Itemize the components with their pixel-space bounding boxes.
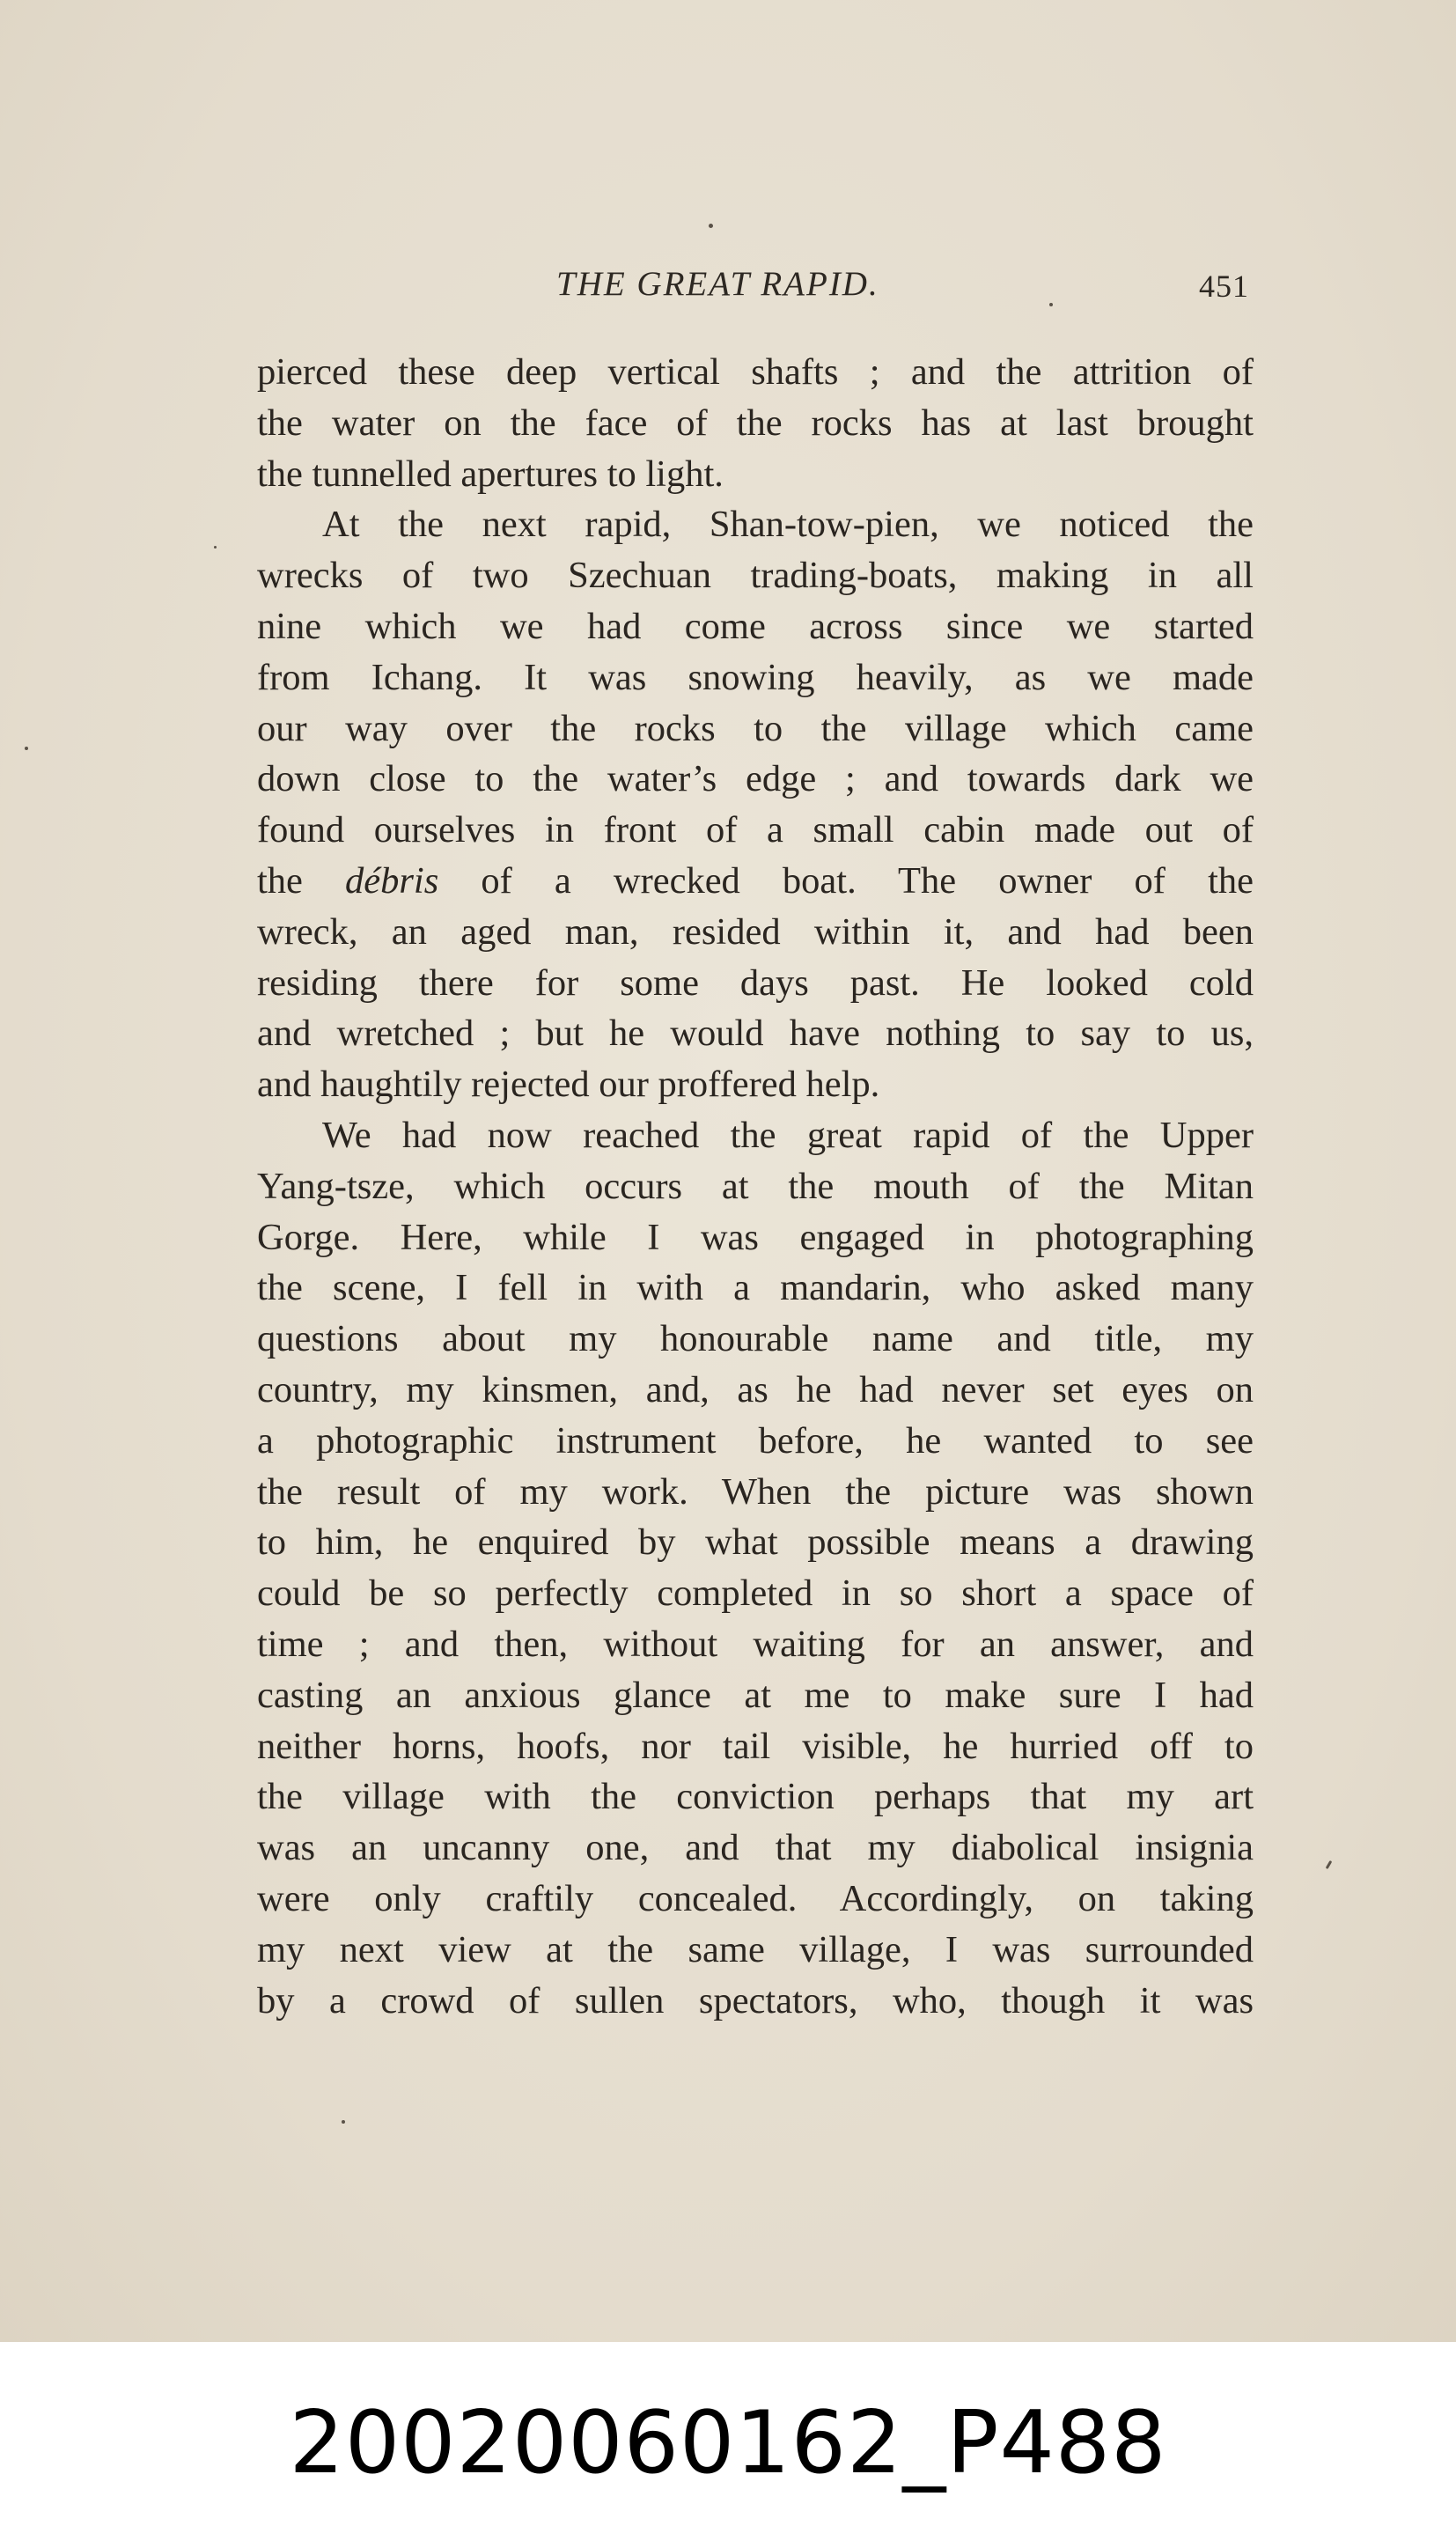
paper-speck xyxy=(342,2120,345,2124)
paper-speck xyxy=(1326,1860,1333,1869)
text-line: our way over the rocks to the village which came xyxy=(257,707,1254,749)
text-line: We had now reached the great rapid of the Upper xyxy=(322,1114,1254,1156)
paper-speck xyxy=(709,224,713,228)
text-line: nine which we had come across since we started xyxy=(257,605,1254,647)
text-line: the result of my work. When the picture was shown xyxy=(257,1470,1254,1513)
text-line: country, my kinsmen, and, as he had never set eyes on xyxy=(257,1368,1254,1410)
page-number: 451 xyxy=(1199,269,1249,304)
text-line: was an uncanny one, and that my diabolical insignia xyxy=(257,1827,1254,1869)
text-line: from Ichang. It was snowing heavily, as we made xyxy=(257,656,1254,698)
text-line: residing there for some days past. He looked cold xyxy=(257,961,1254,1004)
text-line: the water on the face of the rocks has at last brought xyxy=(257,401,1254,444)
text-line: down close to the water’s edge ; and towards dark we xyxy=(257,758,1254,800)
text-line: wrecks of two Szechuan trading-boats, making in all xyxy=(257,555,1254,597)
paragraph-2 xyxy=(257,499,1254,1110)
text-line: At the next rapid, Shan-tow-pien, we noticed the xyxy=(322,504,1254,546)
paragraph-3 xyxy=(257,1110,1254,2026)
paper-speck xyxy=(214,546,217,549)
text-line: were only craftily concealed. Accordingly, on taking xyxy=(257,1877,1254,1919)
text-line: the tunnelled apertures to light. xyxy=(257,453,724,495)
text-line: a photographic instrument before, he wanted to see xyxy=(257,1419,1254,1462)
text-line: to him, he enquired by what possible means a drawing xyxy=(257,1521,1254,1564)
text-line: Gorge. Here, while I was engaged in photographing xyxy=(257,1216,1254,1258)
running-head xyxy=(0,264,1456,308)
text-line: pierced these deep vertical shafts ; and the attrition of xyxy=(257,351,1254,393)
text-line: the scene, I fell in with a mandarin, who asked many xyxy=(257,1267,1254,1309)
text-fragment: of a wrecked boat. The owner of the xyxy=(438,859,1254,902)
text-line: casting an anxious glance at me to make sure I had xyxy=(257,1674,1254,1716)
paragraph-1 xyxy=(257,347,1254,499)
text-line: the village with the conviction perhaps that my art xyxy=(257,1776,1254,1818)
text-line: could be so perfectly completed in so short a space of xyxy=(257,1572,1254,1615)
text-line: wreck, an aged man, resided within it, and had been xyxy=(257,910,1254,953)
italic-word: débris xyxy=(345,859,439,902)
text-line: and haughtily rejected our proffered help. xyxy=(257,1064,880,1106)
body-text xyxy=(257,347,1254,2026)
text-line: neither horns, hoofs, nor tail visible, he hurried off to xyxy=(257,1725,1254,1767)
text-fragment: the xyxy=(257,859,346,902)
text-line-with-italic xyxy=(257,856,1254,907)
text-line: by a crowd of sullen spectators, who, though it was xyxy=(257,1979,1254,2021)
text-line: my next view at the same village, I was surrounded xyxy=(257,1928,1254,1970)
paper-speck xyxy=(25,747,28,750)
text-line: and wretched ; but he would have nothing to say to us, xyxy=(257,1013,1254,1055)
text-line: found ourselves in front of a small cabin made out of xyxy=(257,809,1254,851)
accession-label: 20020060162_P488 xyxy=(289,2393,1167,2493)
text-line: time ; and then, without waiting for an answer, and xyxy=(257,1623,1254,1665)
text-line: Yang-tsze, which occurs at the mouth of the Mitan xyxy=(257,1165,1254,1207)
running-title: THE GREAT RAPID. xyxy=(556,265,879,303)
text-line: questions about my honourable name and title, my xyxy=(257,1318,1254,1360)
